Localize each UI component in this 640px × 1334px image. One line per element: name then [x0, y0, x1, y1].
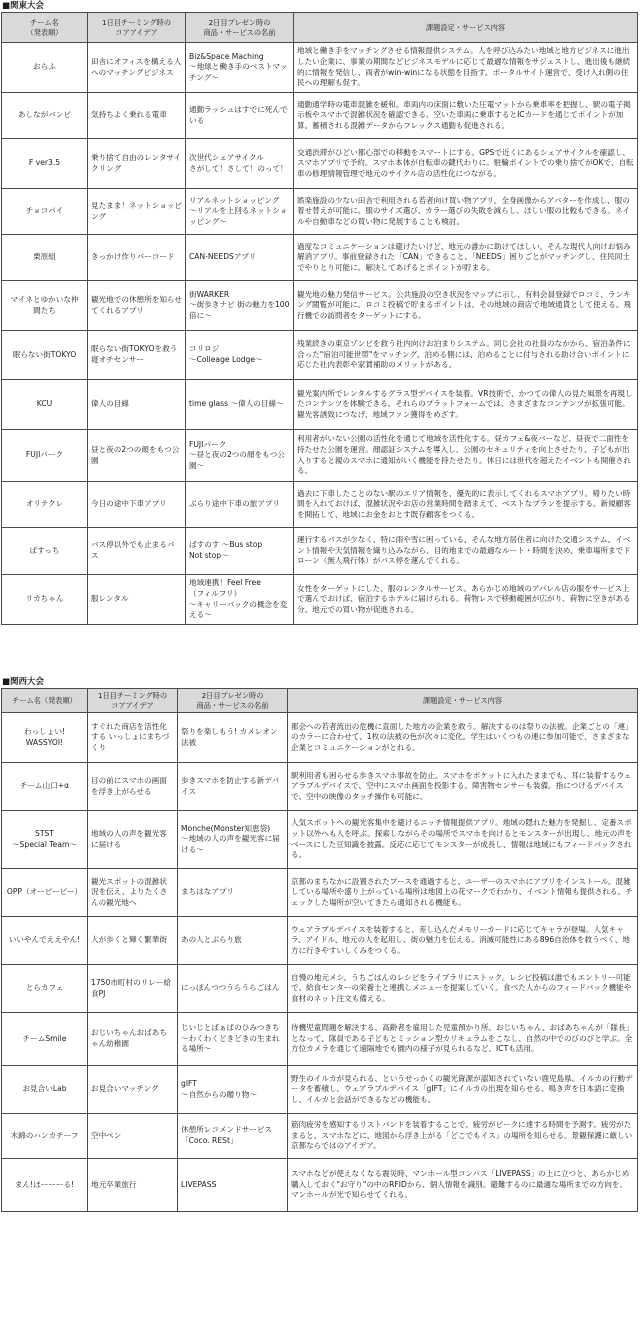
- core-idea-cell: バス停以外でも止まるバス: [88, 528, 186, 575]
- core-idea-cell: 空中ペン: [88, 1114, 178, 1159]
- service-description-cell: 野生のイルカが見られる、というせっかくの観光資源が認知されていない鹿児島県。イルカの行動データを蓄積し、ウェアラブルデバイス「gIFT」にイルカの出現を知らせる。鳴き声を日本語に変換し、イルカと会話ができるなどの機能も。: [288, 1066, 638, 1114]
- core-idea-cell: きっかけ作りバーコード: [88, 235, 186, 281]
- service-description-cell: 都会への若者流出の危機に直面した地方の企業を救う。解決するのは祭りの法被。企業ごとの「連」のカラーに合わせて、1枚の法被の色が次々に変化。学生はいくつもの連に参加可能で、さまざまな企業とコミュニケーションがとれる。: [288, 713, 638, 763]
- service-description-cell: 観光地の魅力発信サービス。公共施設の空き状況をマップに示し、有料会員登録でロコミ、ランキング閲覧が可能に。ロコミ投稿で貯まるポイントは、その地域の商店で地域通貨として使える。飛行機での訪問者をターゲットにする。: [294, 281, 638, 331]
- table-row: [2, 482, 638, 528]
- team-name-cell: チーム山口+α: [2, 763, 88, 811]
- product-name-cell: じいじとばぁばのひみつきち ～わくわくどきどきの生まれる場所～: [178, 1013, 288, 1066]
- team-name-cell: お見合いLab: [2, 1066, 88, 1114]
- team-name-cell: ばすっち: [2, 528, 88, 575]
- service-description-cell: 過去に下車したことのない駅のエリア情報を、優先的に表示してくれるスマホアプリ。帰りたい時間を入れておけば、混雑状況やお店の営業時間を踏まえて、ベストなプランを提示する。新規顧客を開拓して、地域にお金をおとす既存顧客をつくる。: [294, 482, 638, 528]
- table-row: [2, 965, 638, 1013]
- product-name-cell: まちはなアプリ: [178, 869, 288, 917]
- team-name-cell: まん!ほーーーる!: [2, 1159, 88, 1212]
- header-product: 2日目プレゼン時の 商品・サービスの名前: [186, 13, 294, 43]
- team-name-cell: チームSmile: [2, 1013, 88, 1066]
- product-name-cell: 祭りを楽しもう! カメレオン法被: [178, 713, 288, 763]
- service-description-cell: ウェアラブルデバイスを装着すると、差し込んだメモリーカードに応じてキャラが登場。人気キャラ、アイドル、地元の人を起用し、街の魅力を伝える。消滅可能性にある896自治体を救うべく、地方に行きやすいしくみをつくる。: [288, 917, 638, 965]
- team-name-cell: チョコパイ: [2, 189, 88, 235]
- core-idea-cell: すぐれた商店を活性化する いっしょにまちづくり: [88, 713, 178, 763]
- kanto-header-row: [2, 13, 638, 43]
- table-row: [2, 93, 638, 139]
- product-name-cell: gIFT ～自然からの贈り物～: [178, 1066, 288, 1114]
- team-name-cell: 木綿のハンカチーフ: [2, 1114, 88, 1159]
- product-name-cell: ばすのす ～Bus stop Not stop～: [186, 528, 294, 575]
- table-row: [2, 1114, 638, 1159]
- table-row: [2, 869, 638, 917]
- table-row: [2, 139, 638, 189]
- service-description-cell: 女性をターゲットにした、服のレンタルサービス。あらかじめ地域のアパレル店の服をサービス上で選んでおけば、宿泊するホテルに届けられる。荷物レスで移動範囲が広がり、荷物に空きがある分、地元での買い物が促進される。: [294, 575, 638, 625]
- service-description-cell: 観光案内所でレンタルするグラス型デバイスを装着。VR技術で、かつての偉人の見た風景を再現したコンテンツを体験できる。それらのプラットフォームでは、さまざまなコンテンツが拡張可能。観光客誘致につなげ、地域ファン獲得をめざす。: [294, 380, 638, 430]
- core-idea-cell: 服レンタル: [88, 575, 186, 625]
- table-row: [2, 811, 638, 869]
- product-name-cell: LIVEPASS: [178, 1159, 288, 1212]
- product-name-cell: 休憩所レコメンドサービス 「Coco. RESt」: [178, 1114, 288, 1159]
- header-idea: 1日目チーミング時の コアアイデア: [88, 689, 178, 713]
- core-idea-cell: 今日の途中下車アプリ: [88, 482, 186, 528]
- service-description-cell: 京都のまちなかに設置されたブースを通過すると、ユーザーのスマホにアプリをインストール。混雑している場所や盛り上がっている場所は地図上の花マークでわかり、イベント情報も提供される。チェックした場所が空いてきたら通知される機能も。: [288, 869, 638, 917]
- service-description-cell: 自慢の地元メシ、うちごはんのレシピをライブラリにストック。レシピ投稿は誰でもエントリー可能で、給食センターの栄養士と連携しメニューを提案していく。食べた人からのフィードバック機能や食材のネット注文も備える。: [288, 965, 638, 1013]
- product-name-cell: リアルネットショッピング ～リアルを上回るネットショッピング～: [186, 189, 294, 235]
- core-idea-cell: 見たまま！ネットショッピング: [88, 189, 186, 235]
- kansai-table: [1, 688, 638, 1212]
- product-name-cell: CAN-NEEDSアプリ: [186, 235, 294, 281]
- team-name-cell: 栗原組: [2, 235, 88, 281]
- header-idea: 1日目チーミング時の コアアイデア: [88, 13, 186, 43]
- table-row: [2, 1066, 638, 1114]
- core-idea-cell: 乗り捨て自由のレンタサイクリング: [88, 139, 186, 189]
- core-idea-cell: 田舎にオフィスを構える人へのマッチングビジネス: [88, 43, 186, 93]
- table-row: [2, 528, 638, 575]
- table-row: [2, 189, 638, 235]
- product-name-cell: Monche(Monster知恵袋) ～地域の人の声を観光客に届ける～: [178, 811, 288, 869]
- service-description-cell: 駅利用者も困らせる歩きスマホ事故を防止。スマホをポケットに入れたままでも、耳に装着するウェアラブルデバイスで、空中にスマホ画面を投影する。障害物センサーも装備。指につけるデバイスで、空中の映像のタッチ操作も可能に。: [288, 763, 638, 811]
- kansai-section-title: ■関西大会: [2, 677, 45, 687]
- header-desc: 課題設定・サービス内容: [294, 13, 638, 43]
- table-row: [2, 763, 638, 811]
- product-name-cell: あの人とぶらり旅: [178, 917, 288, 965]
- table-row: [2, 430, 638, 482]
- product-name-cell: Biz&Space Maching ～地球と働き手のベストマッチング～: [186, 43, 294, 93]
- product-name-cell: 街WARKER ～街歩きナビ 街の魅力を100倍に～: [186, 281, 294, 331]
- table-row: [2, 917, 638, 965]
- table-row: [2, 331, 638, 380]
- table-row: [2, 281, 638, 331]
- product-name-cell: 通勤ラッシュはすでに死んでいる: [186, 93, 294, 139]
- core-idea-cell: 1750市町村のリレー給食PJ: [88, 965, 178, 1013]
- product-name-cell: コリロジ ～Colleage Lodge～: [186, 331, 294, 380]
- core-idea-cell: 地域の人の声を観光客に届ける: [88, 811, 178, 869]
- service-description-cell: 人気スポットへの観光客集中を避けるニッチ情報提供アプリ。地域の隠れた魅力を発掘し、定番スポット以外へも人を呼ぶ。探索しながらその場所でスマホを向けるとモンスターが出現し、地元の声をベースにした豆知識を披露。反応に応じてモンスターが成長し、情報は地域にもフィードバックされる。: [288, 811, 638, 869]
- team-name-cell: F ver3.5: [2, 139, 88, 189]
- table-row: [2, 380, 638, 430]
- service-description-cell: 利用者がいない公園の活性化を通じて地域を活性化する。昼カフェ&夜バーなど、昼夜で二面性を持たせた公園を運営。顔認証システムを導入し、公園のセキュリティを向上させたり、子どもが出入りすると親のスマホに通知がいく機能を持たせたり。休日には世代を超えたイベントも開催される。: [294, 430, 638, 482]
- header-team: チーム名 （発表順）: [2, 13, 88, 43]
- header-product: 2日目プレゼン時の 商品・サービスの名前: [178, 689, 288, 713]
- core-idea-cell: 昼と夜の2つの顔をもつ公園: [88, 430, 186, 482]
- team-name-cell: OPP（オーピーピー）: [2, 869, 88, 917]
- product-name-cell: ぶらり途中下車の旅アプリ: [186, 482, 294, 528]
- team-name-cell: あしながバンビ: [2, 93, 88, 139]
- core-idea-cell: おじいちゃんおばあちゃん幼稚園: [88, 1013, 178, 1066]
- core-idea-cell: 眠らない街TOKYOを救う寝オチセンサー: [88, 331, 186, 380]
- kanto-table: [1, 12, 638, 625]
- team-name-cell: いいやんでええやん!: [2, 917, 88, 965]
- team-name-cell: リカちゃん: [2, 575, 88, 625]
- service-description-cell: スマホなどが使えなくなる震災時、マンホール型コンパス「LIVEPASS」の上に立つと、あらかじめ購入しておく"お守り"の中のRFIDから、個人情報を識別。避難するのに最適な場所までの方向を、マンホールが光で知らせてくれる。: [288, 1159, 638, 1212]
- team-name-cell: わっしょい! WASSYOI!: [2, 713, 88, 763]
- service-description-cell: 娯楽施設の少ない田舎で利用される若者向け買い物アプリ。全身画像からアバターを作成し、服の着せ替えが可能に。服のサイズ選び、カラー選びの失敗を減らし、ほしい服の比較もできる。ネイルや自動車などの買い物に発展することも検討。: [294, 189, 638, 235]
- table-row: [2, 1013, 638, 1066]
- kansai-header-row: [2, 689, 638, 713]
- product-name-cell: time glass ～偉人の目線～: [186, 380, 294, 430]
- product-name-cell: 地域連携！Feel Free （フィルフリ） ～キャリーバックの概念を変える～: [186, 575, 294, 625]
- service-description-cell: 交通渋滞がひどい都心部での移動をスマートにする。GPSで近くにあるシェアサイクルを確認し、スマホアプリで予約。スマホ本体が自転車の鍵代わりに。駐輪ポイントでの乗り捨てがOKで、自転車の修理情報管理で地元のサイクル店の活性化につながる。: [294, 139, 638, 189]
- product-name-cell: 次世代シェアサイクル さがして！さして！のって！: [186, 139, 294, 189]
- header-team: チーム名（発表順）: [2, 689, 88, 713]
- core-idea-cell: 偉人の目線: [88, 380, 186, 430]
- team-name-cell: とらカフェ: [2, 965, 88, 1013]
- service-description-cell: 残業続きの東京ゾンビを救う社内向けお泊まりシステム。同じ会社の社員のなかから、宿泊条件に合った"宿泊可能世帯"をマッチング。泊める側には、泊めることに付与される助け合いポイントに応じた社内表彰や家賃補助のメリットがある。: [294, 331, 638, 380]
- team-name-cell: おらふ: [2, 43, 88, 93]
- table-row: [2, 235, 638, 281]
- product-name-cell: にっぽんつつうらうらごはん: [178, 965, 288, 1013]
- team-name-cell: マイネとゆかいな仲 間たち: [2, 281, 88, 331]
- service-description-cell: 通勤通学時の電車混雑を緩和。車両内の床面に敷いた圧電マットから乗車率を把握し、駅の電子掲示板やスマホで混雑状況を確認できる。空いた車両に乗車するとICカードを通じてポイントが加算。蓄積される混雑データからフレックス通勤も促進される。: [294, 93, 638, 139]
- core-idea-cell: 地元卒業旅行: [88, 1159, 178, 1212]
- core-idea-cell: 目の前にスマホの画面を浮き上がらせる: [88, 763, 178, 811]
- team-name-cell: FUJIパーク: [2, 430, 88, 482]
- service-description-cell: 地域と働き手をマッチングさせる情報提供システム。人を呼び込みたい地域と地方ビジネスに進出したい企業に、事業の期間などビジネスモデルに応じて最適な情報をサジェストし、進出後も継続的に情報を発信し、両者がwin-winになる状態を目指す。ポータルサイト運営で、受け入れ側の住民への理解も促す。: [294, 43, 638, 93]
- team-name-cell: STST ～Special Team～: [2, 811, 88, 869]
- product-name-cell: FUJIパーク ～昼と夜の2つの顔をもつ公園～: [186, 430, 294, 482]
- table-row: [2, 1159, 638, 1212]
- table-row: [2, 43, 638, 93]
- service-description-cell: 筋肉疲労を感知するリストバンドを装着することで、疲労がピークに達する時間を予測す。疲労がたまると、スマホなどに、地図から浮き上がる「どこでもイス」の場所を知らせる。景観保護に厳しい京都ならではのアイデア。: [288, 1114, 638, 1159]
- core-idea-cell: 観光地での休憩所を知らせてくれるアプリ: [88, 281, 186, 331]
- core-idea-cell: 気持ちよく乗れる電車: [88, 93, 186, 139]
- core-idea-cell: 人が歩くと輝く繁華街: [88, 917, 178, 965]
- team-name-cell: KCU: [2, 380, 88, 430]
- table-row: [2, 575, 638, 625]
- core-idea-cell: 観光スポットの混雑状況を伝え、よりたくさんの観光地へ: [88, 869, 178, 917]
- service-description-cell: 過度なコミュニケーションは避けたいけど、地元の誰かに助けてほしい。そんな現代人向けお悩み解消アプリ。事前登録された「CAN」できること、「NEEDS」困りごとがマッチングし、住民同士でやりとり可能に。解決してあげるとポイントが貯まる。: [294, 235, 638, 281]
- core-idea-cell: お見合いマッチング: [88, 1066, 178, 1114]
- product-name-cell: 歩きスマホを防止する新デバイス: [178, 763, 288, 811]
- kanto-section-title: ■関東大会: [2, 1, 45, 11]
- team-name-cell: 眠らない街TOKYO: [2, 331, 88, 380]
- table-row: [2, 713, 638, 763]
- team-name-cell: オリテクレ: [2, 482, 88, 528]
- header-desc: 課題設定・サービス内容: [288, 689, 638, 713]
- service-description-cell: 運行するバスが少なく、特に雨や雪に困っている、そんな地方居住者に向けた交通システム。イベント情報や天気情報を織り込みながら、目的地までの最適なルート・時間を決め、乗車場所までドローン（無人飛行体）がバス停を運んでくれる。: [294, 528, 638, 575]
- service-description-cell: 待機児童問題を解決する、高齢者を雇用した児童預かり所。おじいちゃん、おばあちゃんが「隊長」となって、隊員である子どもとミッション型カリキュラムをこなし、自然の中でのびのびと学ぶ。全方位カメラを通じて遠隔地でも園内の様子が見られるなど、ICTも活用。: [288, 1013, 638, 1066]
